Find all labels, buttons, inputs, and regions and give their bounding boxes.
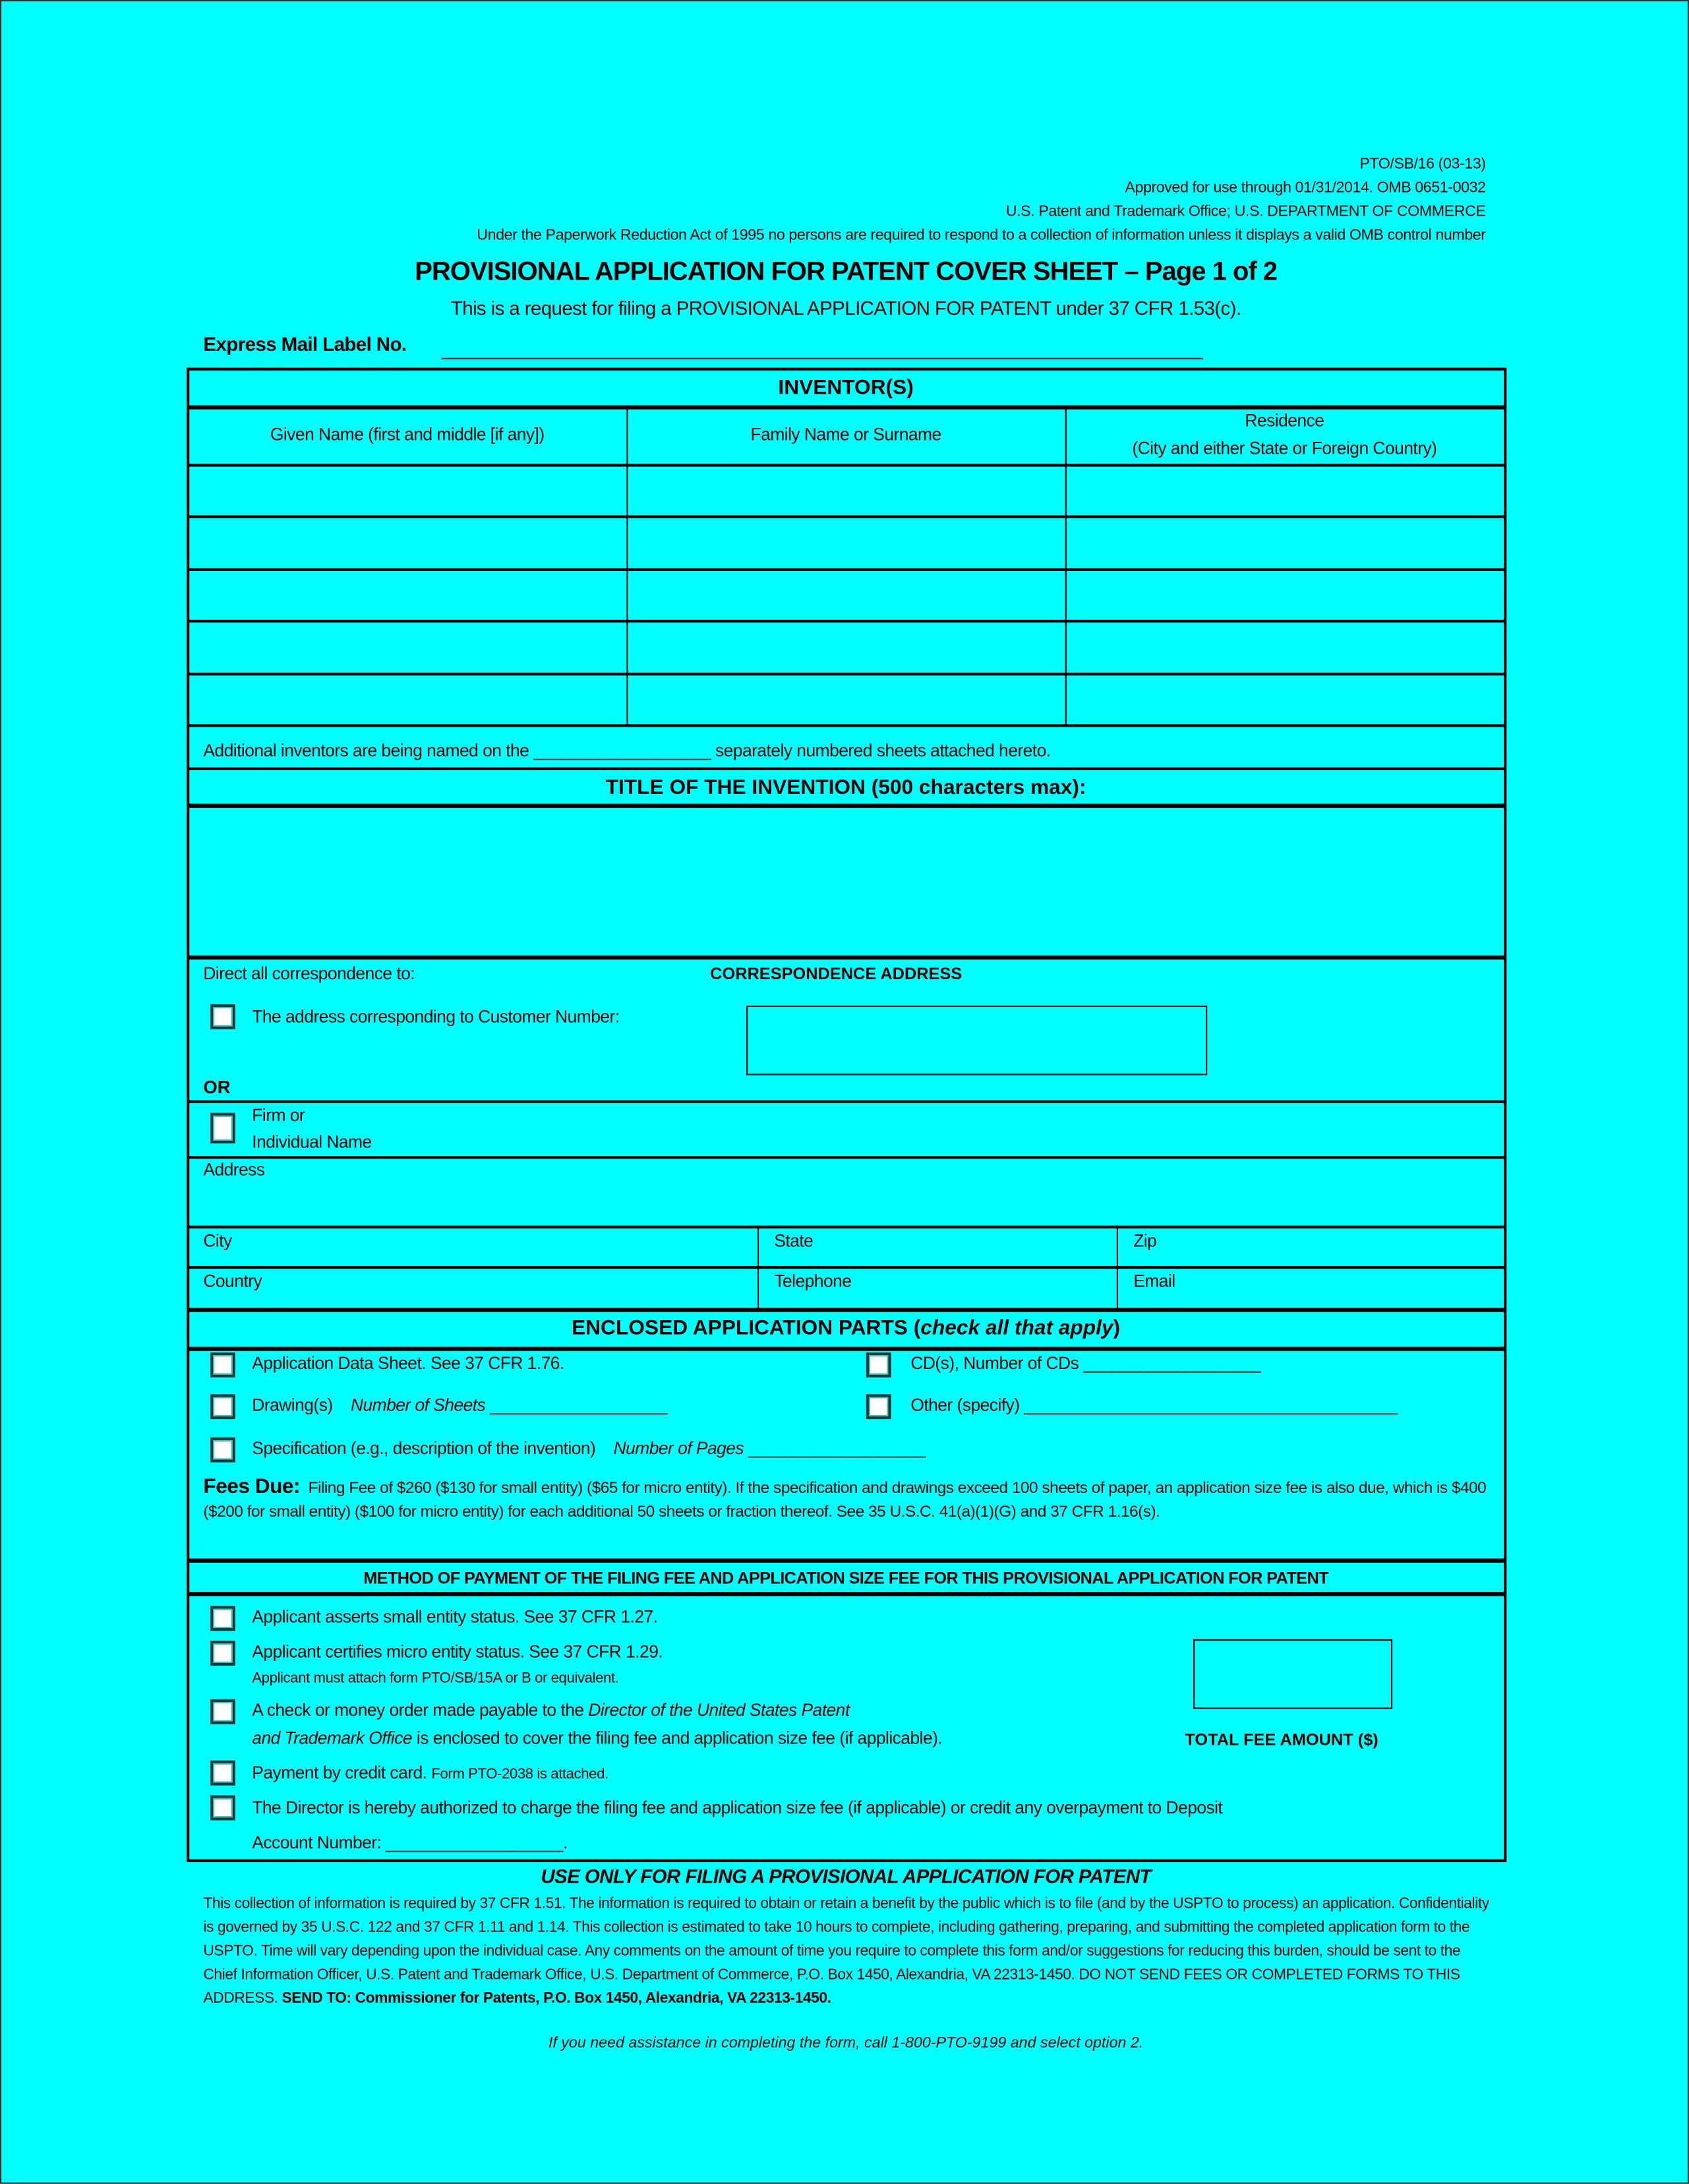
page-subtitle: This is a request for filing a PROVISIONAL APPLICATION FOR PATENT under 37 CFR 1.53(c). — [450, 296, 1241, 319]
credit-card-checkbox[interactable] — [210, 1761, 235, 1786]
specification-checkbox[interactable] — [210, 1438, 235, 1463]
account-number-field[interactable]: ___________________. — [386, 1833, 568, 1853]
cds-label: CD(s), Number of CDs ___________________ — [910, 1353, 1261, 1374]
correspondence-heading: CORRESPONDENCE ADDRESS — [710, 963, 963, 984]
inventor-given-name-field[interactable] — [196, 625, 621, 670]
credit-card-label: Payment by credit card. Form PTO-2038 is attached. — [252, 1763, 608, 1783]
inventor-residence-field[interactable] — [1073, 625, 1498, 670]
cds-count-field[interactable]: ___________________ — [1083, 1353, 1261, 1374]
customer-number-checkbox[interactable] — [210, 1004, 235, 1029]
address-label: Address — [203, 1160, 265, 1180]
other-checkbox[interactable] — [866, 1394, 891, 1419]
micro-entity-note: Applicant must attach form PTO/SB/15A or B or equivalent. — [252, 1670, 619, 1687]
check-payment-checkbox[interactable] — [210, 1699, 235, 1724]
deposit-account-checkbox[interactable] — [210, 1795, 235, 1820]
deposit-account-label: The Director is hereby authorized to charge the filing fee and application size fee (if applicable) or credit any overpayment to Deposit — [252, 1798, 1223, 1818]
express-mail-label: Express Mail Label No. — [203, 332, 407, 355]
firm-name-checkbox[interactable] — [210, 1113, 235, 1143]
zip-field[interactable]: Zip — [1133, 1231, 1157, 1251]
firm-label-1: Firm or — [252, 1106, 305, 1126]
check-payment-line1: A check or money order made payable to the Director of the United States Patent — [252, 1700, 850, 1720]
account-number-label: Account Number: ___________________. — [252, 1833, 568, 1853]
col-residence: Residence — [1245, 411, 1324, 431]
page-title: PROVISIONAL APPLICATION FOR PATENT COVER SHEET – Page 1 of 2 — [415, 257, 1278, 288]
check-payment-line2: and Trademark Office is enclosed to cover the filing fee and application size fee (if applicable). — [252, 1728, 943, 1748]
inventors-heading: INVENTOR(S) — [778, 376, 914, 400]
inventor-given-name-field[interactable] — [196, 679, 621, 723]
office-text: U.S. Patent and Trademark Office; U.S. DEPARTMENT OF COMMERCE — [1005, 203, 1486, 220]
inventor-residence-field[interactable] — [1073, 679, 1498, 723]
micro-entity-checkbox[interactable] — [210, 1641, 235, 1666]
country-field[interactable]: Country — [203, 1271, 262, 1291]
state-field[interactable]: State — [774, 1231, 814, 1251]
inventor-family-name-field[interactable] — [635, 470, 1059, 514]
city-field[interactable]: City — [203, 1231, 232, 1251]
inventor-family-name-field[interactable] — [635, 625, 1059, 670]
specification-label: Specification (e.g., description of the invention) Number of Pages ___________________ — [252, 1438, 926, 1459]
other-specify-field[interactable]: ________________________________________ — [1024, 1395, 1398, 1415]
title-heading: TITLE OF THE INVENTION (500 characters max): — [605, 775, 1086, 800]
firm-name-field[interactable] — [419, 1106, 1491, 1152]
or-label: OR — [203, 1076, 231, 1098]
ads-checkbox[interactable] — [210, 1352, 235, 1378]
additional-post: separately numbered sheets attached hereto. — [715, 741, 1051, 761]
telephone-field[interactable]: Telephone — [774, 1271, 852, 1291]
inventor-given-name-field[interactable] — [196, 574, 621, 619]
direct-correspondence-label: Direct all correspondence to: — [203, 963, 415, 984]
drawings-checkbox[interactable] — [210, 1394, 235, 1419]
inventor-residence-field[interactable] — [1073, 521, 1498, 566]
firm-label-2: Individual Name — [252, 1132, 372, 1152]
inventor-given-name-field[interactable] — [196, 470, 621, 514]
col-residence-sub: (City and either State or Foreign Country) — [1132, 439, 1437, 458]
email-field[interactable]: Email — [1133, 1271, 1175, 1291]
col-family-name: Family Name or Surname — [750, 425, 941, 444]
total-fee-field[interactable] — [1193, 1639, 1392, 1709]
num-sheets-field[interactable]: ___________________ — [490, 1395, 668, 1415]
cds-checkbox[interactable] — [866, 1352, 891, 1378]
additional-pre: Additional inventors are being named on the — [203, 741, 529, 761]
payment-heading: METHOD OF PAYMENT OF THE FILING FEE AND APPLICATION SIZE FEE FOR THIS PROVISIONAL APPLICATION FOR PATENT — [363, 1568, 1328, 1588]
customer-number-label: The address corresponding to Customer Number: — [252, 1007, 620, 1027]
express-mail-field[interactable] — [442, 336, 1203, 359]
burden-statement: This collection of information is required by 37 CFR 1.51. The information is required to obtain or retain a benefit by the public which is to file (and by the USPTO to process) an application. Confidentiality is governed by 35 U.S.C. 122 and 37 CFR 1.11 and 1.14. This collection is estimated to take 10 hours to complete, including gathering, preparing, and submitting the completed application form to the USPTO. Time will vary depending upon the individual case. Any comments on the amount of time you require to complete this form and/or suggestions for reducing this burden, should be sent to the Chief Information Officer, U.S. Patent and Trademark Office, U.S. Department of Commerce, P.O. Box 1450, Alexandria, VA 22313-1450. DO NOT SEND FEES OR COMPLETED FORMS TO THIS ADDRESS. SEND TO: Commissioner for Patents, P.O. Box 1450, Alexandria, VA 22313-1450. — [203, 1895, 1489, 2007]
customer-number-field[interactable] — [746, 1006, 1207, 1076]
small-entity-label: Applicant asserts small entity status. See 37 CFR 1.27. — [252, 1607, 658, 1627]
inventor-family-name-field[interactable] — [635, 679, 1059, 723]
additional-count-field[interactable]: ___________________ — [533, 741, 711, 761]
drawings-label: Drawing(s) Number of Sheets ___________________ — [252, 1395, 668, 1415]
inventor-residence-field[interactable] — [1073, 470, 1498, 514]
col-given-name: Given Name (first and middle [if any]) — [270, 425, 545, 444]
inventor-given-name-field[interactable] — [196, 521, 621, 566]
num-pages-field[interactable]: ___________________ — [748, 1438, 926, 1459]
inventor-residence-field[interactable] — [1073, 574, 1498, 619]
fees-due-text: Fees Due: Filing Fee of $260 ($130 for small entity) ($65 for micro entity). If the specification and drawings exceed 100 sheets of paper, an application size fee is also due, which is $400 ($200 for small entity) ($100 for micro entity) for each additional 50 sheets or fraction thereof. See 35 U.S.C. 41(a)(1)(G) and 37 CFR 1.16(s). — [203, 1474, 1487, 1521]
micro-entity-label: Applicant certifies micro entity status. See 37 CFR 1.29. — [252, 1642, 663, 1662]
enclosed-heading: ENCLOSED APPLICATION PARTS (check all that apply) — [572, 1316, 1121, 1340]
address-field[interactable] — [280, 1160, 1492, 1223]
additional-inventors-text — [203, 741, 1050, 761]
inventor-family-name-field[interactable] — [635, 521, 1059, 566]
assistance-text: If you need assistance in completing the form, call 1-800-PTO-9199 and select option 2. — [548, 2034, 1144, 2052]
paperwork-notice: Under the Paperwork Reduction Act of 1995 no persons are required to respond to a collection of information unless it displays a valid OMB control number — [477, 227, 1486, 244]
other-label: Other (specify) ________________________________________ — [910, 1395, 1398, 1415]
approval-text: Approved for use through 01/31/2014. OMB 0651-0032 — [1125, 179, 1486, 197]
total-fee-label: TOTAL FEE AMOUNT ($) — [1185, 1730, 1378, 1749]
form-id: PTO/SB/16 (03-13) — [1359, 156, 1486, 173]
small-entity-checkbox[interactable] — [210, 1606, 235, 1631]
invention-title-field[interactable] — [191, 809, 1500, 954]
inventor-family-name-field[interactable] — [635, 574, 1059, 619]
ads-label: Application Data Sheet. See 37 CFR 1.76. — [252, 1353, 564, 1374]
use-only-notice: USE ONLY FOR FILING A PROVISIONAL APPLICATION FOR PATENT — [541, 1865, 1151, 1887]
